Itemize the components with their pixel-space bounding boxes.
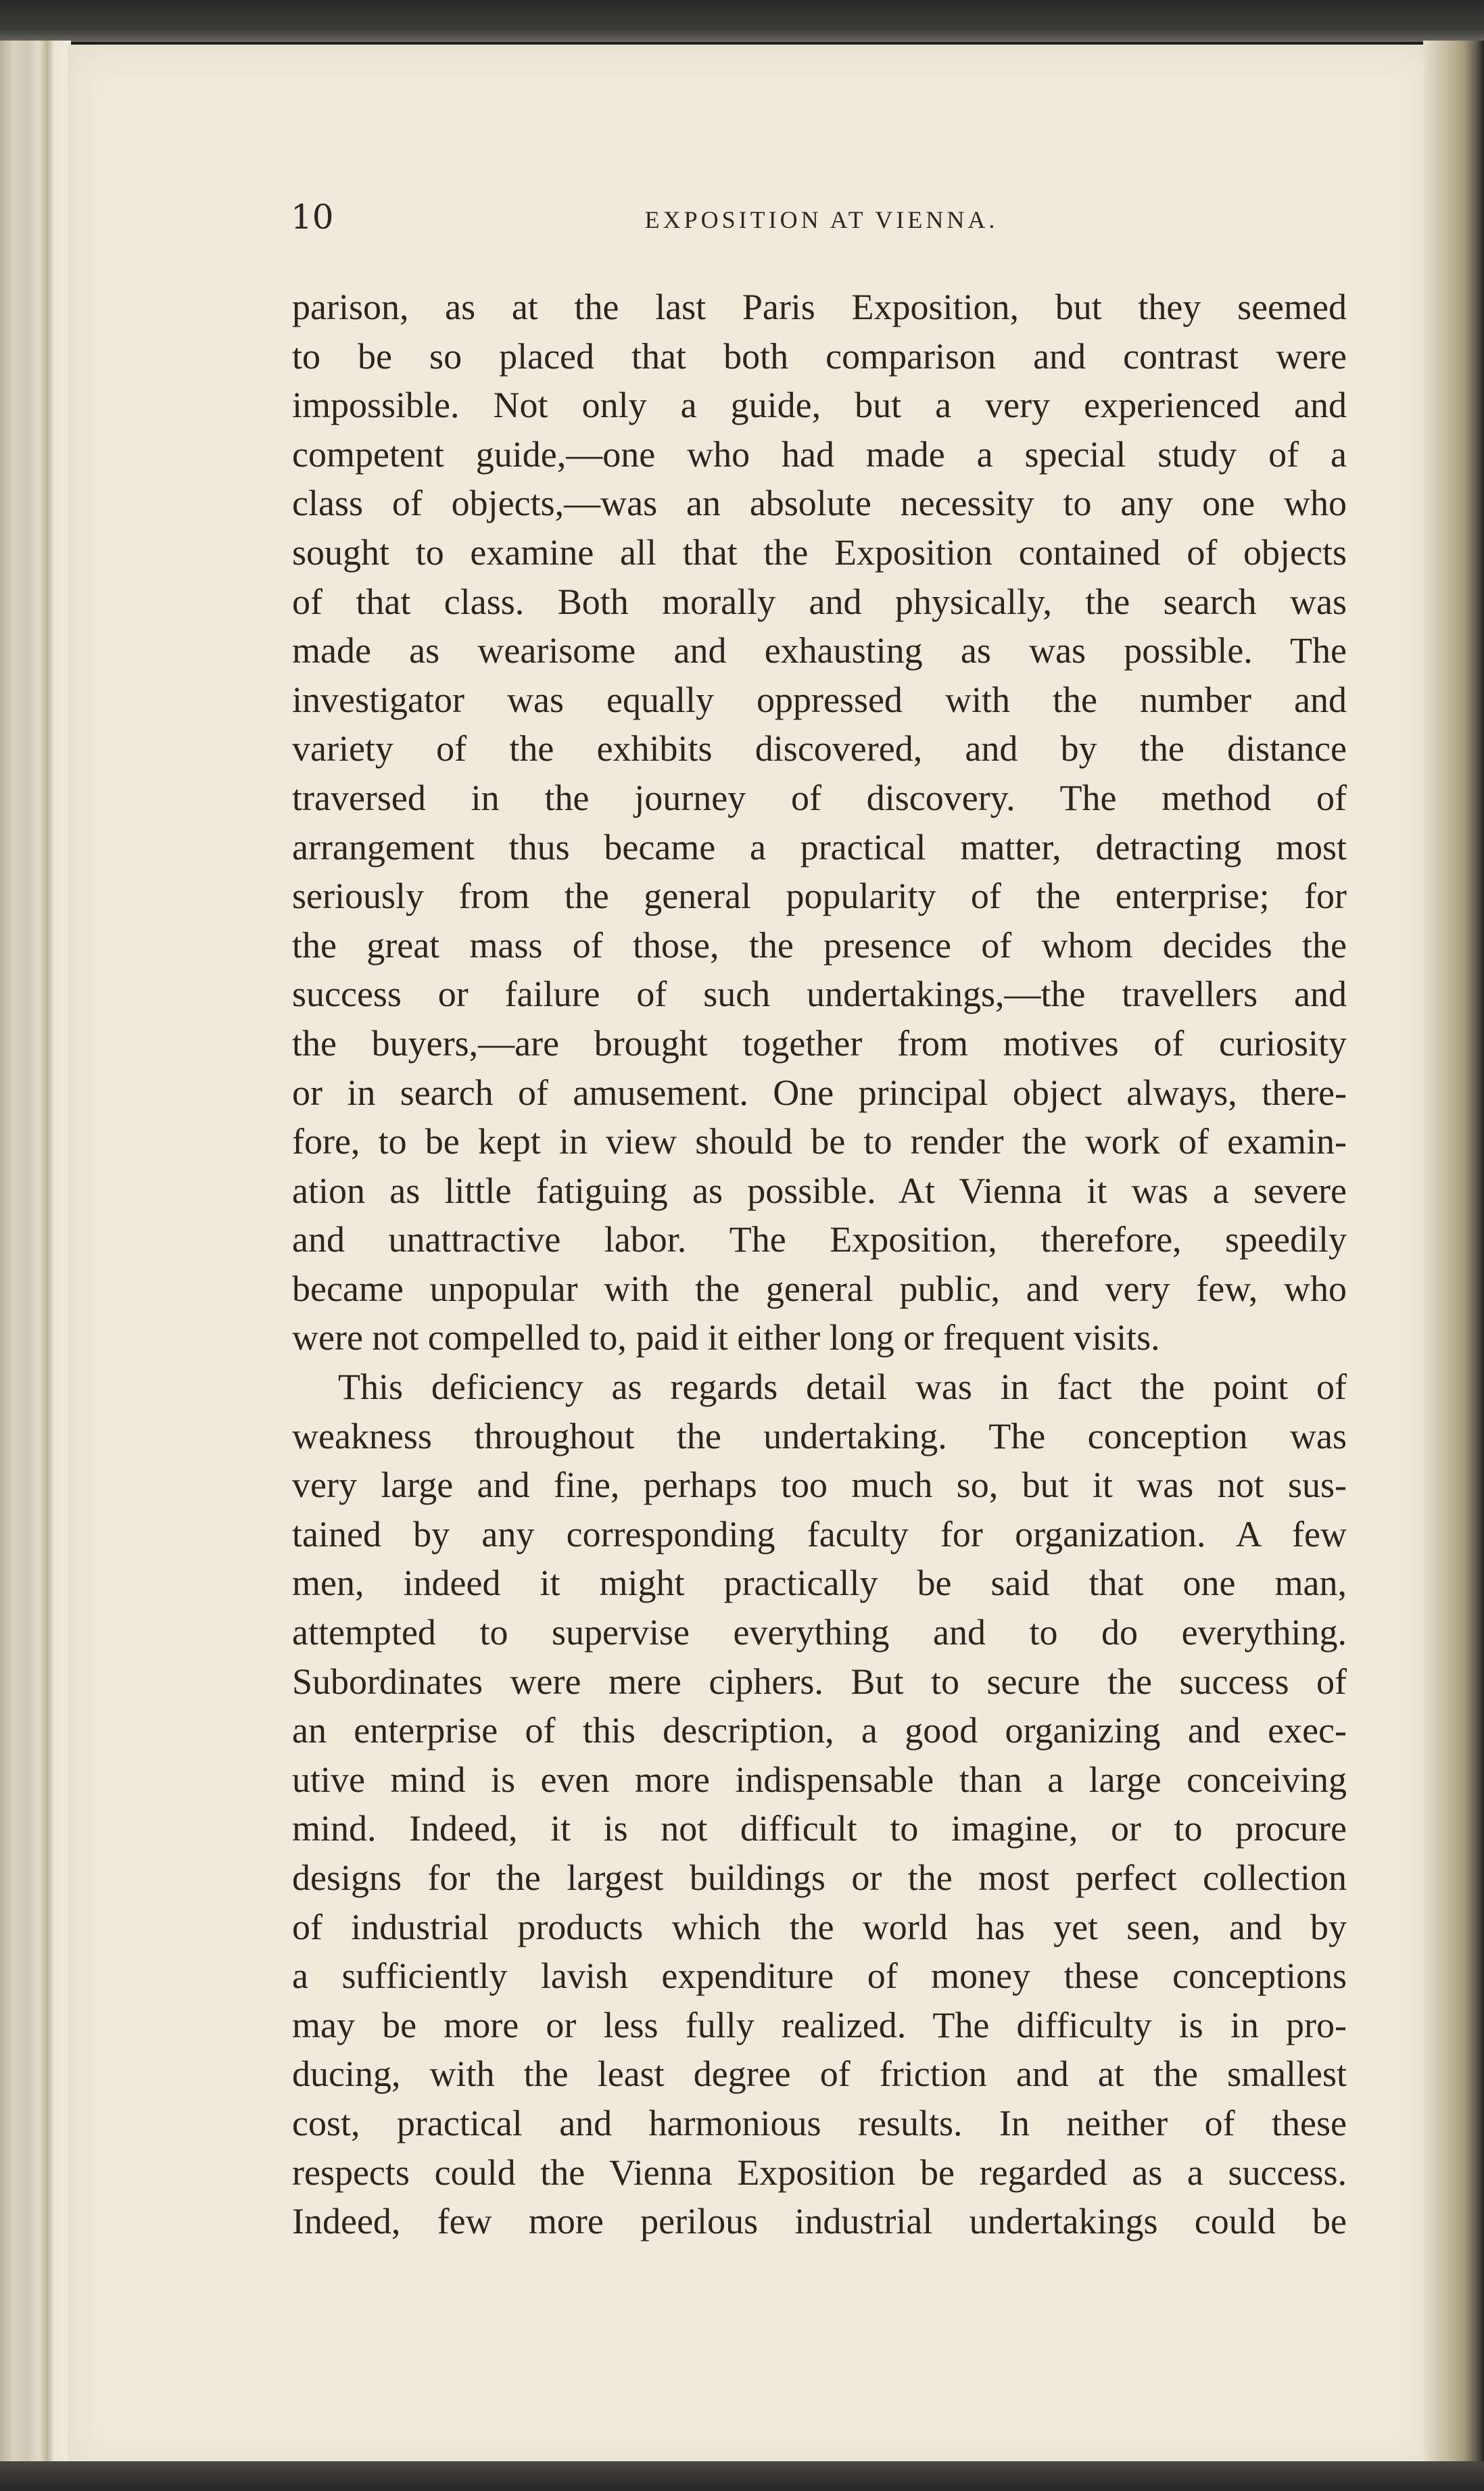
text-line: investigator was equally oppressed with the number and: [292, 679, 1347, 720]
text-line: weakness throughout the undertaking. The conception was: [292, 1415, 1347, 1456]
text-line: variety of the exhibits discovered, and by the distance: [292, 728, 1347, 769]
text-line: Indeed, few more perilous industrial undertakings could be: [292, 2201, 1347, 2242]
text-line: parison, as at the last Paris Exposition, but they seemed: [292, 287, 1347, 327]
text-line: cost, practical and harmonious results. In neither of these: [292, 2102, 1347, 2143]
page-number: 10: [291, 197, 334, 237]
text-line: attempted to supervise everything and to do everything.: [292, 1612, 1347, 1653]
text-line: were not compelled to, paid it either long or frequent visits.: [292, 1317, 1160, 1358]
running-head: EXPOSITION AT VIENNA.: [644, 206, 999, 233]
text-line: utive mind is even more indispensable than a large conceiving: [292, 1759, 1347, 1800]
text-line: made as wearisome and exhausting as was possible. The: [292, 630, 1347, 671]
text-line: ducing, with the least degree of friction and at the smallest: [292, 2054, 1347, 2095]
text-line: became unpopular with the general public, and very few, who: [292, 1268, 1347, 1309]
book-top-edge: [0, 0, 1484, 42]
text-line: seriously from the general popularity of the enterprise; for: [292, 876, 1347, 917]
text-line: very large and fine, perhaps too much so, but it was not sus-: [292, 1465, 1347, 1506]
text-line: of that class. Both morally and physically, the search was: [292, 581, 1347, 622]
text-line: success or failure of such undertakings,—the travellers and: [292, 974, 1347, 1015]
text-line: competent guide,—one who had made a special study of a: [292, 433, 1347, 475]
text-line: class of objects,—was an absolute necessity to any one who: [292, 483, 1347, 524]
text-line: mind. Indeed, it is not difficult to imagine, or to procure: [292, 1808, 1347, 1849]
text-line: traversed in the journey of discovery. The method of: [292, 777, 1347, 818]
text-line: designs for the largest buildings or the most perfect collection: [292, 1857, 1347, 1898]
text-line: the great mass of those, the presence of whom decides the: [292, 924, 1347, 966]
book-bottom-edge: [0, 2461, 1484, 2491]
text-line: an enterprise of this description, a good organizing and exec-: [292, 1710, 1347, 1751]
text-line: the buyers,—are brought together from motives of curiosity: [292, 1022, 1347, 1064]
paragraph: [292, 283, 1347, 1362]
text-line: to be so placed that both comparison and contrast were: [292, 335, 1347, 377]
text-line: impossible. Not only a guide, but a very experienced and: [292, 385, 1347, 426]
text-line: This deficiency as regards detail was in fact the point of: [338, 1367, 1347, 1408]
text-line: fore, to be kept in view should be to render the work of examin-: [292, 1121, 1347, 1162]
book-gutter: [0, 41, 71, 2468]
text-line: men, indeed it might practically be said that one man,: [292, 1563, 1347, 1604]
text-line: of industrial products which the world has yet seen, and by: [292, 1906, 1347, 1947]
text-line: or in search of amusement. One principal object always, there-: [292, 1072, 1347, 1113]
text-line: tained by any corresponding faculty for organization. A few: [292, 1513, 1347, 1555]
text-line: Subordinates were mere ciphers. But to secure the success of: [292, 1661, 1347, 1702]
page-header: [291, 197, 1352, 245]
text-line: a sufficiently lavish expenditure of money these conceptions: [292, 1955, 1347, 1997]
text-line: respects could the Vienna Exposition be regarded as a success.: [292, 2152, 1347, 2193]
book-fore-edge: [1423, 41, 1484, 2468]
text-line: and unattractive labor. The Exposition, therefore, speedily: [292, 1219, 1347, 1260]
text-line: sought to examine all that the Exposition contained of objects: [292, 531, 1347, 573]
text-line: arrangement thus became a practical matter, detracting most: [292, 826, 1347, 868]
body-text: [292, 283, 1347, 2246]
text-line: ation as little fatiguing as possible. At Vienna it was a severe: [292, 1170, 1347, 1211]
paragraph: [292, 1362, 1347, 2246]
text-line: may be more or less fully realized. The difficulty is in pro-: [292, 2004, 1347, 2045]
